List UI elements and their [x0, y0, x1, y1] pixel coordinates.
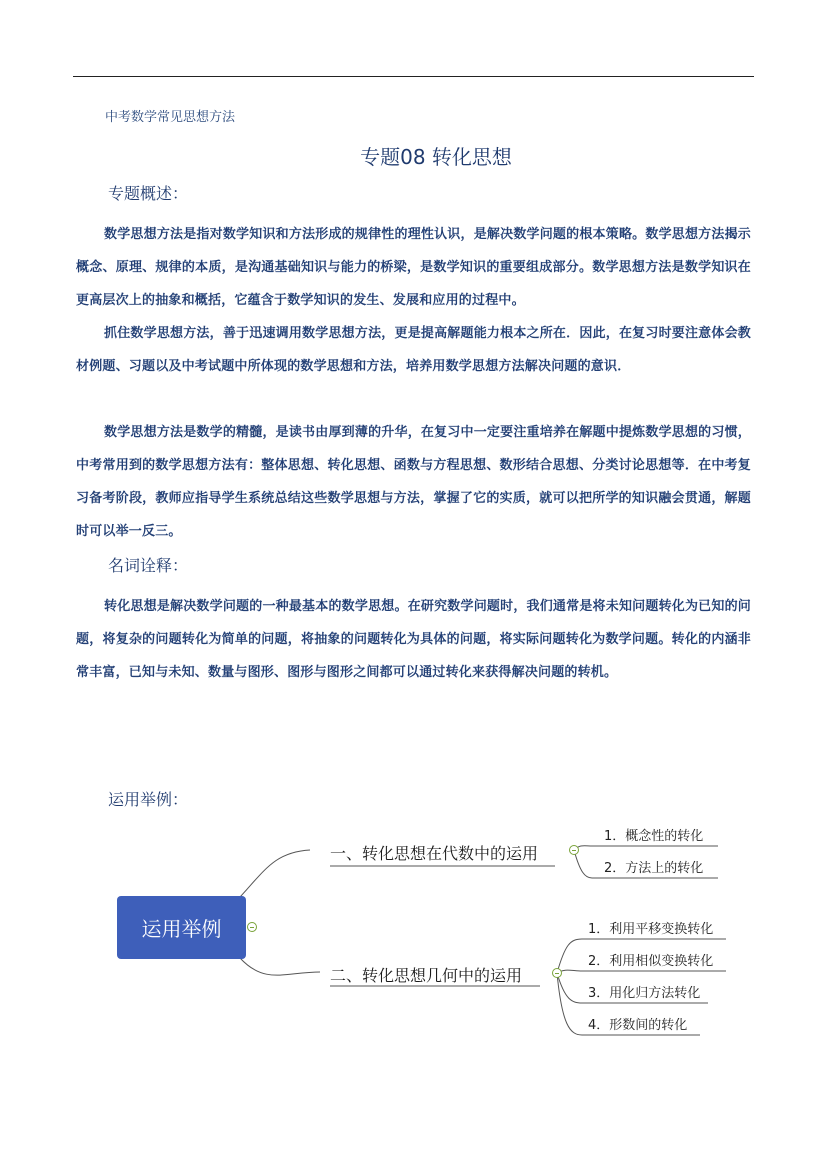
document-title: 专题08 转化思想 [360, 145, 512, 169]
mindmap-branch-1[interactable]: 一、转化思想在代数中的运用 [330, 844, 539, 863]
collapse-root-icon[interactable] [247, 922, 257, 932]
connector-leaf-2-2 [557, 970, 726, 973]
mindmap-root-label: 运用举例 [141, 917, 222, 941]
glossary-paragraph: 转化思想是解决数学问题的一种最基本的数学思想。在研究数学问题时，我们通常是将未知问题转化为已知的问题，将复杂的问题转化为简单的问题，将抽象的问题转化为具体的问题，将实际问题转化为数学问题。转化的内涵非常丰富，已知与未知、数量与图形、图形与图形之间都可以通过转化来获得解决问题的转机。 [76, 599, 751, 680]
collapse-branch-1-icon[interactable] [569, 845, 579, 855]
mindmap-leaf-1-1[interactable]: 1．概念性的转化 [604, 829, 704, 844]
connector-leaf-1-1 [574, 846, 718, 850]
connector-root-branch-2 [240, 958, 320, 975]
connector-root-branch-1 [240, 850, 310, 897]
glossary-heading: 名词诠释： [108, 556, 189, 575]
series-label: 中考数学常见思想方法 [105, 110, 236, 125]
overview-paragraph-1: 数学思想方法是指对数学知识和方法形成的规律性的理性认识，是解决数学问题的根本策略。数学思想方法揭示概念、原理、规律的本质，是沟通基础知识与能力的桥梁，是数学知识的重要组成部分。数学思想方法是数学知识在更高层次上的抽象和概括，它蕴含于数学知识的发生、发展和应用的过程中。 [76, 227, 751, 308]
mindmap-leaf-2-3[interactable]: 3．用化归方法转化 [588, 986, 701, 1001]
mindmap-leaf-1-2[interactable]: 2．方法上的转化 [604, 861, 704, 876]
overview-paragraph-3: 数学思想方法是数学的精髓，是读书由厚到薄的升华，在复习中一定要注重培养在解题中提炼数学思想的习惯，中考常用到的数学思想方法有：整体思想、转化思想、函数与方程思想、数形结合思想、分类讨论思想等．在中考复习备考阶段，教师应指导学生系统总结这些数学思想与方法，掌握了它的实质，就可以把所学的知识融会贯通，解题时可以举一反三。 [76, 425, 751, 539]
mindmap-leaf-2-1[interactable]: 1．利用平移变换转化 [588, 922, 714, 937]
collapse-branch-2-icon[interactable] [552, 968, 562, 978]
overview-heading: 专题概述： [108, 184, 189, 203]
examples-heading: 运用举例： [108, 790, 189, 809]
mindmap-root[interactable] [117, 896, 246, 959]
mindmap-leaf-2-2[interactable]: 2．利用相似变换转化 [588, 954, 714, 969]
overview-paragraph-2: 抓住数学思想方法，善于迅速调用数学思想方法，更是提高解题能力根本之所在．因此，在复习时要注意体会教材例题、习题以及中考试题中所体现的数学思想和方法，培养用数学思想方法解决问题的意识． [76, 326, 751, 374]
mindmap-branch-2[interactable]: 二、转化思想几何中的运用 [330, 966, 523, 985]
mindmap-leaf-2-4[interactable]: 4．形数间的转化 [588, 1018, 688, 1033]
